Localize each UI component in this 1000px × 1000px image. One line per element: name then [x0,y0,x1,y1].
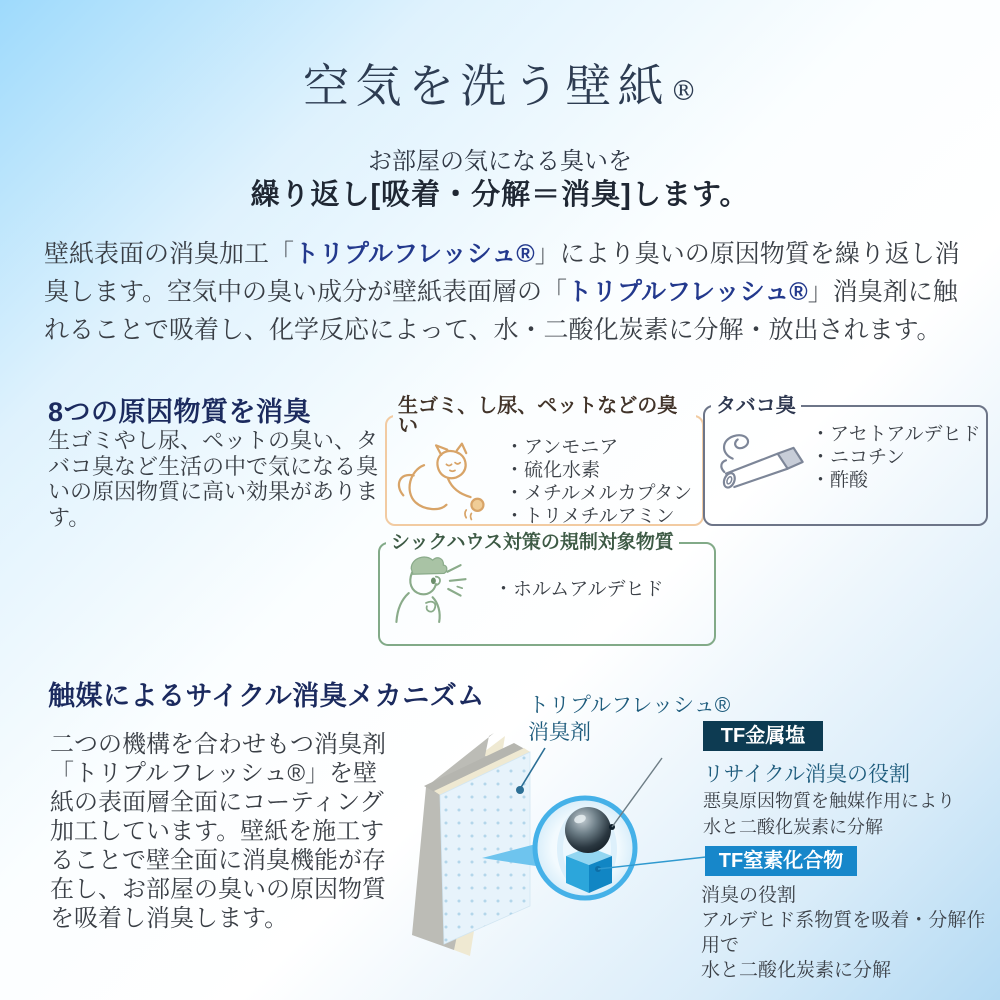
subtitle-line-2: 繰り返し[吸着・分解＝消臭]します。 [250,179,750,211]
odor-box-sick-house [378,533,716,646]
odor-box-sick-house-items [494,578,663,601]
intro-text: 」消臭剤に触れることで吸着し、化学反応によって、水・二酸化炭素に分解・放出されます。 [44,278,958,344]
odor-box-garbage-pets [385,396,704,526]
tf-metal-salt-role: リサイクル消臭の役割 [703,763,911,786]
deodorant-agent-label [528,692,730,746]
odor-item: ・ニコチン [811,446,906,468]
coughing-person-icon [386,552,494,626]
odor-item: ・ホルムアルデヒド [494,578,664,600]
brand-name: トリプルフレッシュ® [294,240,535,268]
brand-name: トリプルフレッシュ® [567,278,808,306]
tf-nitrogen-compound-description [701,883,1000,983]
tf-metal-salt-description [703,788,955,840]
tf-nitrogen-desc-line2: 水と二酸化炭素に分解 [701,960,892,981]
odor-box-tobacco [703,396,988,526]
cigarette-icon [711,416,811,498]
odor-box-tobacco-items [811,423,980,492]
tf-nitrogen-role: 消臭の役割 [701,885,797,906]
registered-trademark-symbol: ® [670,76,697,107]
odor-box-garbage-pets-items [505,436,692,528]
odor-item: ・トリメチルアミン [505,506,675,527]
odor-item: ・酢酸 [811,469,869,491]
mechanism-section-heading: 触媒によるサイクル消臭メカニズム [48,681,485,711]
odor-section-heading: 8つの原因物質を消臭 [48,397,312,427]
odor-box-tobacco-title: タバコ臭 [716,395,796,417]
intro-paragraph [44,235,960,349]
tf-metal-salt-desc-line1: 悪臭原因物質を触媒作用により [703,791,955,811]
tf-nitrogen-compound-tag: TF窒素化合物 [705,846,857,876]
page-title-text: 空気を洗う壁紙 [303,59,671,113]
tf-metal-salt-tag: TF金属塩 [703,721,823,751]
deodorant-agent-label-line2: 消臭剤 [528,721,591,744]
cat-icon [393,439,505,525]
odor-box-sick-house-title: シックハウス対策の規制対象物質 [391,532,674,553]
tf-metal-salt-sphere [565,807,611,853]
tf-nitrogen-desc-line1: アルデヒド系物質を吸着・分解作用で [701,910,986,956]
odor-item: ・メチルメルカプタン [505,483,693,504]
intro-text: 」により臭いの原因物質を繰り返し消臭します。空気中の臭い成分が壁紙表面層の「 [44,240,960,306]
intro-text: 壁紙表面の消臭加工「 [44,240,295,268]
deodorant-agent-label-line1: トリプルフレッシュ® [528,694,731,717]
mechanism-section-body: 二つの機構を合わせもつ消臭剤「トリプルフレッシュ®」を壁紙の表面層全面にコーティング加工しています。壁紙を施工することで壁全面に消臭機能が存在し、お部屋の臭いの原因物質を吸着し消臭します。 [50,731,386,932]
odor-item: ・アンモニア [505,437,619,458]
odor-item: ・アセトアルデヒド [811,423,981,445]
page-title [0,50,1000,116]
metal-callout-line [612,758,662,827]
tf-metal-salt-desc-line2: 水と二酸化炭素に分解 [703,817,883,837]
odor-box-garbage-pets-title: 生ゴミ、し尿、ペットなどの臭い [398,395,678,437]
subtitle-line-1: お部屋の気になる臭いを [368,148,632,175]
odor-item: ・硫化水素 [505,460,601,481]
odor-section-body: 生ゴミやし尿、ペットの臭い、タバコ臭など生活の中で気になる臭いの原因物質に高い効果があります。 [48,428,379,530]
